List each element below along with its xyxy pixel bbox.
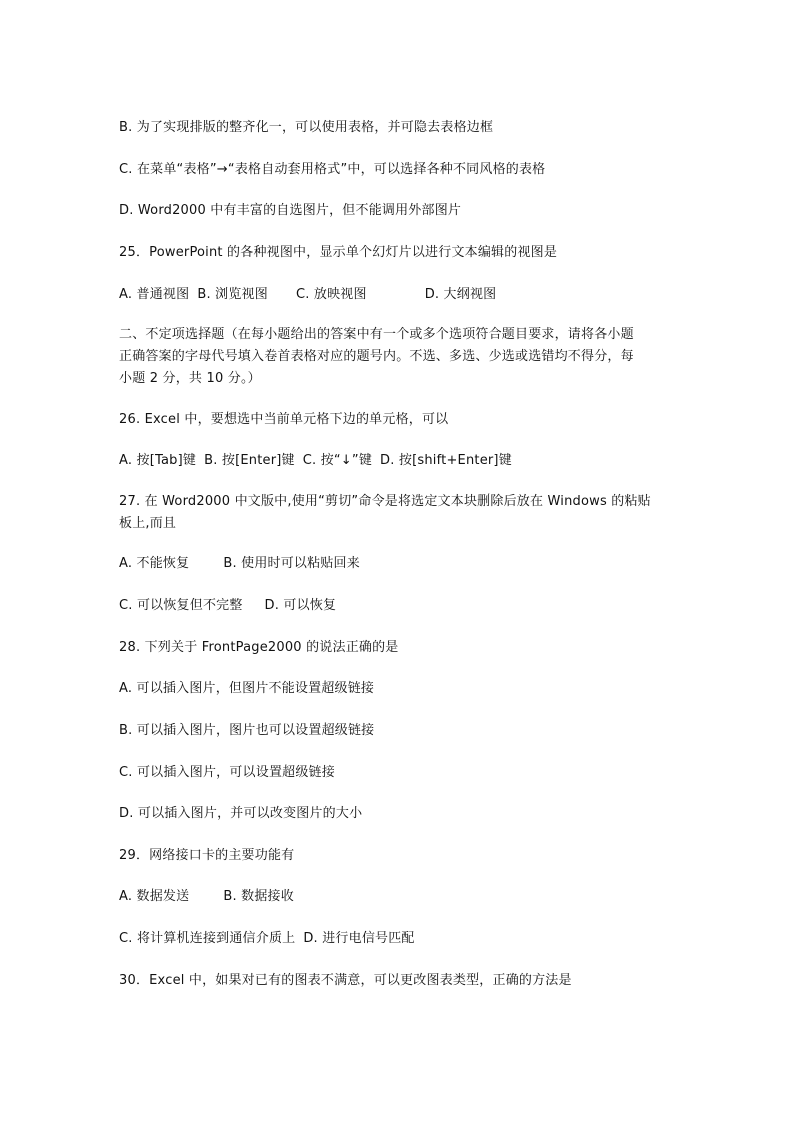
q26-option-a: A. 按[Tab]键 bbox=[119, 453, 197, 468]
section-2-line-1: 二、不定项选择题（在每小题给出的答案中有一个或多个选项符合题目要求，请将各小题 bbox=[119, 327, 634, 342]
question-27 bbox=[119, 491, 679, 535]
q24-option-d: D. Word2000 中有丰富的自选图片，但不能调用外部图片 bbox=[119, 203, 462, 218]
q25-option-c: C. 放映视图 bbox=[295, 287, 367, 302]
q26-options bbox=[119, 450, 679, 472]
q27-option-a: A. 不能恢复 bbox=[119, 556, 190, 571]
q29-option-c: C. 将计算机连接到通信介质上 bbox=[119, 931, 296, 946]
q27-option-d: D. 可以恢复 bbox=[264, 598, 337, 613]
q25-option-b: B. 浏览视图 bbox=[197, 287, 268, 302]
q28-option-b: B. 可以插入图片，图片也可以设置超级链接 bbox=[119, 723, 375, 738]
q27-options-row-1 bbox=[119, 553, 679, 575]
q24-option-b: B. 为了实现排版的整齐化一，可以使用表格，并可隐去表格边框 bbox=[119, 120, 494, 135]
question-25: 25．PowerPoint 的各种视图中，显示单个幻灯片以进行文本编辑的视图是 bbox=[119, 245, 558, 260]
section-2-line-2: 正确答案的字母代号填入卷首表格对应的题号内。不选、多选、少选或选错均不得分，每 bbox=[119, 349, 634, 364]
question-27-line-2: 板上,而且 bbox=[119, 516, 177, 531]
question-30: 30．Excel 中，如果对已有的图表不满意，可以更改图表类型，正确的方法是 bbox=[119, 973, 572, 988]
question-27-line-1: 27. 在 Word2000 中文版中,使用“剪切”命令是将选定文本块删除后放在 Windows 的粘贴 bbox=[119, 494, 651, 509]
q29-option-a: A. 数据发送 bbox=[119, 889, 190, 904]
section-2-line-3: 小题 2 分，共 10 分。） bbox=[119, 371, 261, 386]
q25-option-a: A. 普通视图 bbox=[119, 287, 190, 302]
q27-options-row-2 bbox=[119, 595, 679, 617]
q24-option-c: C. 在菜单“表格”→“表格自动套用格式”中，可以选择各种不同风格的表格 bbox=[119, 162, 546, 177]
question-26: 26. Excel 中，要想选中当前单元格下边的单元格，可以 bbox=[119, 412, 449, 427]
section-2-instructions bbox=[119, 324, 679, 390]
q26-option-c: C. 按“↓”键 bbox=[302, 453, 373, 468]
q26-option-d: D. 按[shift+Enter]键 bbox=[380, 453, 512, 468]
q29-options-row-1 bbox=[119, 886, 679, 908]
q25-option-d: D. 大纲视图 bbox=[424, 287, 497, 302]
q28-option-a: A. 可以插入图片，但图片不能设置超级链接 bbox=[119, 681, 375, 696]
q27-option-b: B. 使用时可以粘贴回来 bbox=[223, 556, 360, 571]
q26-option-b: B. 按[Enter]键 bbox=[204, 453, 295, 468]
q29-options-row-2 bbox=[119, 928, 679, 950]
q28-option-d: D. 可以插入图片，并可以改变图片的大小 bbox=[119, 806, 363, 821]
q25-options bbox=[119, 284, 679, 306]
question-29: 29．网络接口卡的主要功能有 bbox=[119, 848, 295, 863]
q29-option-b: B. 数据接收 bbox=[223, 889, 294, 904]
q27-option-c: C. 可以恢复但不完整 bbox=[119, 598, 243, 613]
question-28: 28. 下列关于 FrontPage2000 的说法正确的是 bbox=[119, 640, 399, 655]
q29-option-d: D. 进行电信号匹配 bbox=[303, 931, 415, 946]
q28-option-c: C. 可以插入图片，可以设置超级链接 bbox=[119, 765, 335, 780]
